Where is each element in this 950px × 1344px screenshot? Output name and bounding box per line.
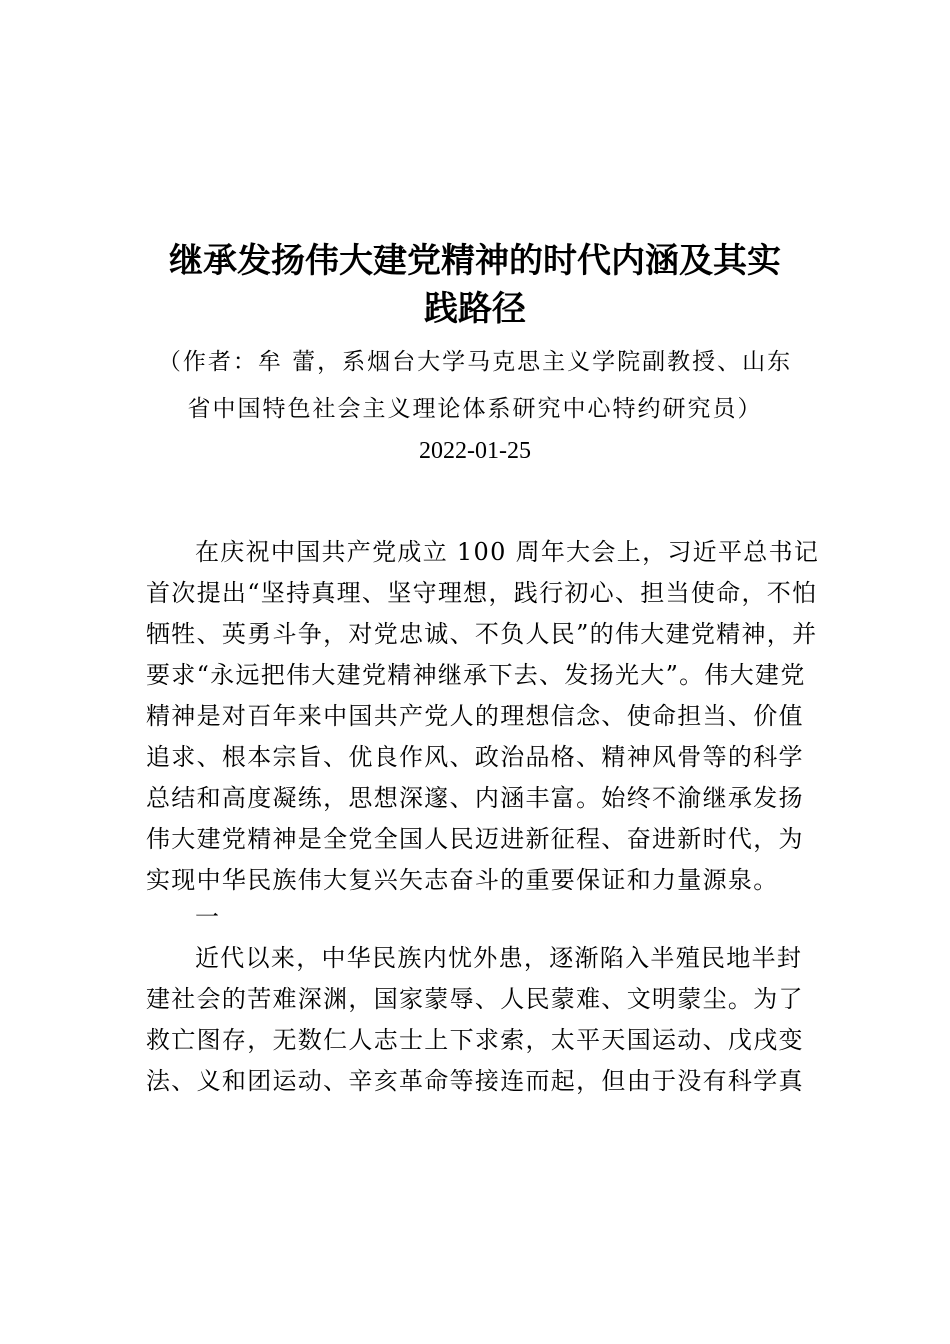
paragraph-1-line: 首次提出“坚持真理、坚守理想，践行初心、担当使命，不怕 [146,579,818,607]
paragraph-2-line: 法、义和团运动、辛亥革命等接连而起，但由于没有科学真 [146,1067,804,1095]
section-heading: 一 [195,903,221,931]
paragraph-1-line: 精神是对百年来中国共产党人的理想信念、使命担当、价值 [146,702,804,730]
paragraph-1-line: 要求“永远把伟大建党精神继承下去、发扬光大”。伟大建党 [146,661,806,689]
document-title-line-1: 继承发扬伟大建党精神的时代内涵及其实 [169,241,781,281]
paragraph-1-line: 伟大建党精神是全党全国人民迈进新征程、奋进新时代，为 [146,825,804,853]
paragraph-1-line: 实现中华民族伟大复兴矢志奋斗的重要保证和力量源泉。 [146,866,779,894]
paragraph-1-line: 在庆祝中国共产党成立 100 周年大会上，习近平总书记 [195,538,820,566]
author-info-line-1: （作者：牟 蕾，系烟台大学马克思主义学院副教授、山东 [157,349,793,375]
author-info-line-2: 省中国特色社会主义理论体系研究中心特约研究员） [187,396,763,422]
paragraph-2-line: 救亡图存，无数仁人志士上下求索，太平天国运动、戊戌变 [146,1026,804,1054]
paragraph-2-line: 近代以来，中华民族内忧外患，逐渐陷入半殖民地半封 [195,944,803,972]
document-title-line-2: 践路径 [424,289,526,329]
paragraph-1-line: 总结和高度凝练，思想深邃、内涵丰富。始终不渝继承发扬 [146,784,804,812]
paragraph-1-line: 牺牲、英勇斗争，对党忠诚、不负人民”的伟大建党精神，并 [146,620,818,648]
paragraph-2-line: 建社会的苦难深渊，国家蒙辱、人民蒙难、文明蒙尘。为了 [146,985,804,1013]
paragraph-1-line: 追求、根本宗旨、优良作风、政治品格、精神风骨等的科学 [146,743,804,771]
publish-date: 2022-01-25 [419,438,531,464]
